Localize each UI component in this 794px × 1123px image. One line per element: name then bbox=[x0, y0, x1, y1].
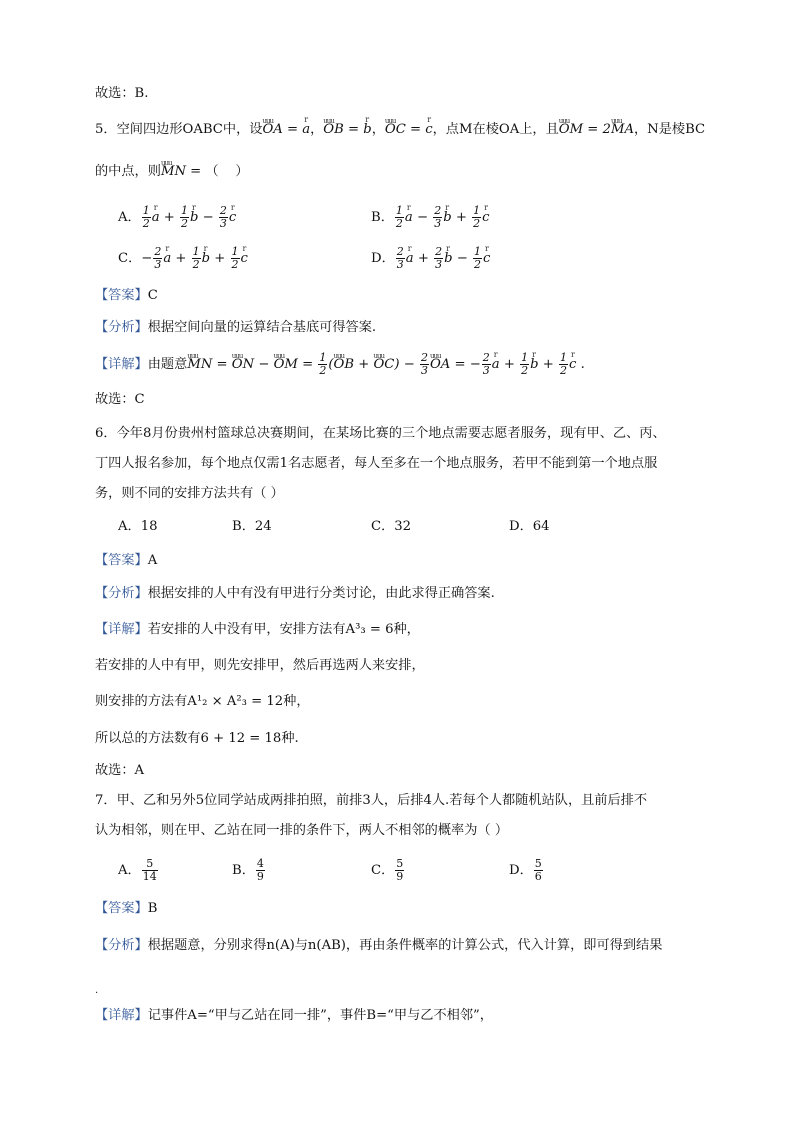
q7-option-a[interactable]: A． $\frac{5}{14}$ bbox=[118, 857, 157, 883]
q5-oa: uuu OA = r a bbox=[262, 122, 310, 137]
q6-stem-line1: 6．今年8月份贵州村篮球总决赛期间，在某场比赛的三个地点需要志愿者服务，现有甲、乙、丙、 bbox=[95, 426, 666, 441]
q6-detail-4: 所以总的方法数有6 + 12 = 18种. bbox=[95, 731, 299, 746]
q6-option-b[interactable]: B．24 bbox=[232, 519, 272, 534]
q6-detail-3: 则安排的方法有A¹₂ × A²₃ = 12种， bbox=[95, 694, 310, 709]
q5-option-d[interactable]: D． $\frac{2}{3}$ r a + $\frac{2}{3}$ r b − $\frac{1}{2}$ r c bbox=[371, 246, 490, 271]
q6-choose: 故选：A bbox=[95, 763, 145, 778]
q7-option-c[interactable]: C． $\frac{5}{9}$ bbox=[371, 857, 404, 883]
prev-answer-choice: 故选：B. bbox=[95, 86, 149, 101]
q5-answer: 【答案】C bbox=[95, 288, 158, 303]
q5-stem-line1: 5．空间四边形OABC中，设uuu OA = r a，uuu OB = r b，uuu OC = r c，点M在棱OA上，且uuu OM = 2uuu MA，N是棱BC bbox=[95, 120, 705, 140]
q5-mn: uuu MN bbox=[161, 164, 186, 179]
q5-choose: 故选：C bbox=[95, 392, 145, 407]
q5-option-c[interactable]: C．− $\frac{2}{3}$ r a + $\frac{1}{2}$ r b + $\frac{1}{2}$ r c bbox=[118, 246, 248, 271]
q6-option-c[interactable]: C．32 bbox=[371, 519, 412, 534]
q5-om: uuu OM = 2uuu MA bbox=[559, 122, 634, 137]
q6-detail-1: 【详解】若安排的人中没有甲，安排方法有A³₃ = 6种， bbox=[95, 622, 420, 637]
q5-detail: 【详解】由题意uuu MN = uuu ON − uuu OM = $\frac{1}{2}$ (uuu OB + uuu OC) − $\frac{2}{3}$ uuu OA = − $\frac{2}{3}$ r a + $\frac{1}{2}$ r b + $\frac{1}{2}$ r c . bbox=[95, 352, 585, 377]
q7-option-d[interactable]: D． $\frac{5}{6}$ bbox=[509, 857, 542, 883]
q5-option-b[interactable]: B． $\frac{1}{2}$ r a − $\frac{2}{3}$ r b + $\frac{1}{2}$ r c bbox=[371, 205, 489, 230]
q7-detail-1: 【详解】记事件A=“甲与乙站在同一排”，事件B=“甲与乙不相邻”， bbox=[95, 1008, 493, 1023]
q6-stem-line3: 务，则不同的安排方法共有（ ） bbox=[95, 486, 284, 501]
q5-stem-a: 5．空间四边形OABC中，设 bbox=[95, 122, 263, 137]
q7-option-b[interactable]: B． $\frac{4}{9}$ bbox=[232, 857, 264, 883]
q5-stem-line2: 的中点，则uuu MN = （ ） bbox=[95, 162, 249, 182]
q7-analysis: 【分析】根据题意，分别求得n(A)与n(AB)，再由条件概率的计算公式，代入计算，即可得到结果 bbox=[95, 938, 663, 953]
q6-detail-2: 若安排的人中有甲，则先安排甲，然后再选两人来安排， bbox=[95, 658, 425, 673]
q5-detail-expr: uuu MN = uuu ON − uuu OM = $\frac{1}{2}$ (uuu OB + uuu OC) − $\frac{2}{3}$ uuu OA = − $\frac{2}{3}$ r a + $\frac{1}{2}$ r b + $\frac{1}{2}$ r c . bbox=[187, 357, 584, 372]
q7-answer: 【答案】B bbox=[95, 901, 158, 916]
q7-stem-line1: 7．甲、乙和另外5位同学站成两排拍照，前排3人，后排4人.若每个人都随机站队，且前后排不 bbox=[95, 793, 648, 808]
q6-option-a[interactable]: A．18 bbox=[118, 519, 158, 534]
q7-stem-line2: 认为相邻，则在甲、乙站在同一排的条件下，两人不相邻的概率为（ ） bbox=[95, 823, 509, 838]
q6-analysis: 【分析】根据安排的人中有没有甲进行分类讨论，由此求得正确答案. bbox=[95, 586, 495, 601]
q6-answer: 【答案】A bbox=[95, 553, 158, 568]
q5-ob: uuu OB = r b bbox=[323, 122, 371, 137]
q5-option-a[interactable]: A． $\frac{1}{2}$ r a + $\frac{1}{2}$ r b − $\frac{2}{3}$ r c bbox=[118, 205, 236, 230]
q5-stem-c: ，N是棱BC bbox=[633, 122, 706, 137]
q6-stem-line2: 丁四人报名参加，每个地点仅需1名志愿者，每人至多在一个地点服务，若甲不能到第一个地点服 bbox=[95, 456, 658, 471]
q6-option-d[interactable]: D．64 bbox=[509, 519, 550, 534]
q5-analysis: 【分析】根据空间向量的运算结合基底可得答案. bbox=[95, 320, 377, 335]
q5-oc: uuu OC = r c bbox=[385, 122, 433, 137]
q7-analysis-trailing-dot: . bbox=[95, 985, 99, 996]
q5-stem-b: ，点M在棱OA上，且 bbox=[432, 122, 559, 137]
